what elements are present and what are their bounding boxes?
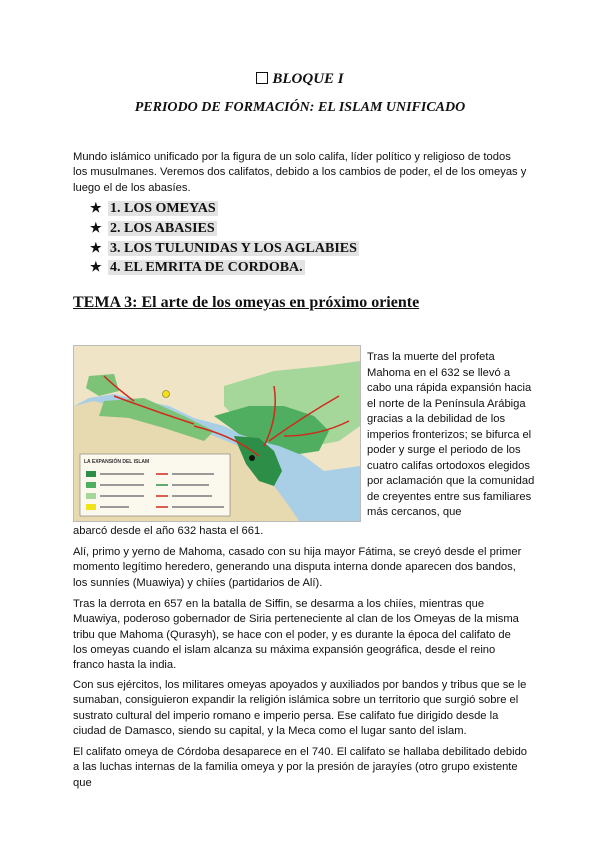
topic-label: 4. EL EMRITA DE CORDOBA.: [110, 260, 303, 276]
topic-label: 1. LOS OMEYAS: [110, 201, 216, 216]
ejercitos-paragraph: Con sus ejércitos, los militares omeyas apoyados y auxiliados por bandos y tribus que se le sumaban, consiguieron expandir la religión islámica sobre un territorio que surgió sobre el sustrato cultural del imperio romano e imperio persa. Ese califato fue dirigido desde la ciudad de Damasco, siendo su capital, y la Meca como el lugar santo del islam.: [73, 679, 527, 737]
topic-item: [90, 219, 359, 238]
star-bullet-icon: ★: [90, 219, 102, 235]
city-marker: [163, 391, 170, 398]
topic-item: [90, 258, 359, 277]
legend-title: LA EXPANSIÓN DEL ISLAM: [84, 459, 150, 465]
checkbox-icon: [256, 72, 268, 84]
topic-label: 3. LOS TULUNIDAS Y LOS AGLABIES: [110, 240, 357, 256]
side-paragraph: Tras la muerte del profeta Mahoma en el 632 se llevó a cabo una rápida expansión hacia el norte de la Península Arábiga gracias a la debilidad de los imperios fronterizos; se bifurca el poder y surge el periodo de los cuatro califas ortodoxos elegidos por aclamación que la comunidad de creyentes entre sus familiares más cercanos, que: [367, 351, 535, 518]
islam-expansion-map: [73, 345, 361, 522]
topic-list: [90, 199, 359, 278]
siffin-paragraph: Tras la derrota en 657 en la batalla de Siffin, se desarma a los chiíes, mientras que Muawiya, poderoso gobernador de Siria perteneciente al clan de los Omeyas de la misma tribu que Mahoma (Qurasyh), se hace con el poder, y es durante la época del califato de los omeyas cuando el islam alcanza su máxima expansión geográfica, desde el reino franco hasta la india.: [73, 598, 519, 672]
star-bullet-icon: ★: [90, 259, 102, 275]
ali-paragraph: Alí, primo y yerno de Mahoma, casado con su hija mayor Fátima, se creyó desde el primer momento legítimo heredero, generando una disputa interna donde aparecen dos bandos, los sunníes (Muawiya) y chiíes (partidarios de Alí).: [73, 546, 522, 589]
tema-heading: TEMA 3: El arte de los omeyas en próximo oriente: [73, 294, 420, 311]
legend-swatch: [86, 504, 96, 510]
legend-swatch: [86, 471, 96, 477]
topic-item: [90, 199, 359, 218]
star-bullet-icon: ★: [90, 200, 102, 215]
mecca-marker: [249, 455, 255, 461]
legend-swatch: [86, 482, 96, 488]
block-heading: [0, 71, 600, 88]
topic-item: [90, 239, 359, 258]
section-subtitle: PERIODO DE FORMACIÓN: EL ISLAM UNIFICADO: [134, 100, 466, 115]
after-map-paragraph: abarcó desde el año 632 hasta el 661.: [73, 525, 264, 537]
intro-paragraph: Mundo islámico unificado por la figura de un solo califa, líder político y religioso de todos los musulmanes. Veremos dos califatos, debido a los cambios de poder, el de los omeyas y luego el de los abasíes.: [73, 151, 527, 194]
topic-label: 2. LOS ABASIES: [110, 220, 215, 236]
cordoba-paragraph: El califato omeya de Córdoba desaparece en el 740. El califato se hallaba debilitado debido a las luchas internas de la familia omeya y por la presión de jarayíes (otro grupo existente que: [73, 746, 528, 789]
legend-swatch: [86, 493, 96, 499]
map-graphic: [74, 346, 360, 521]
block-title: BLOQUE I: [272, 71, 344, 87]
star-bullet-icon: ★: [90, 239, 102, 255]
